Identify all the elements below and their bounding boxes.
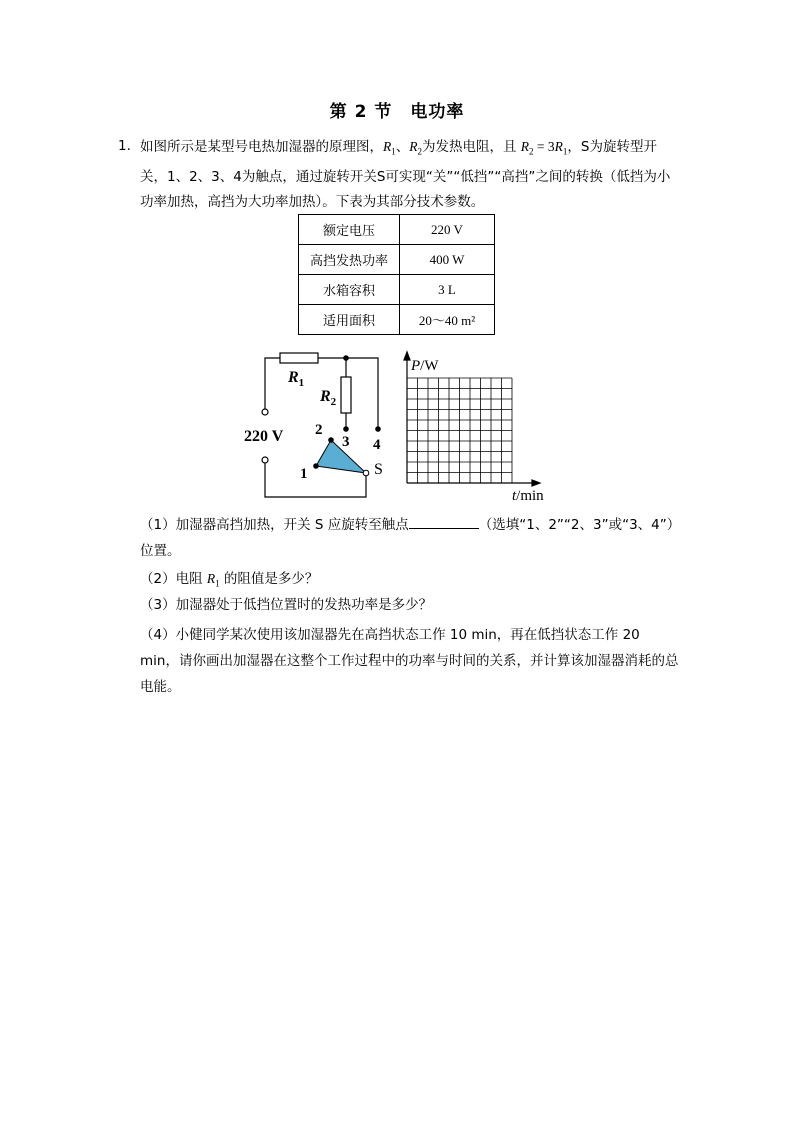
section-number: 第 2 节	[329, 102, 393, 122]
contact-2	[328, 437, 334, 443]
resistor-r2	[341, 377, 351, 413]
separator: 、	[395, 139, 410, 155]
switch-pivot	[363, 470, 369, 476]
r2-label: $R_2$	[320, 388, 337, 408]
parameter-table	[298, 214, 495, 335]
intro-text-1: 如图所示是某型号电热加湿器的原理图，	[140, 139, 383, 155]
contact-4	[375, 426, 381, 432]
table-row	[299, 305, 495, 335]
intro-text-3: ，S为旋转型开关，1、2、3、4为触点，通过旋转开关S可实现“关”“低挡”“高挡”之间的转换（低挡为小功率加热，高挡为大功率加热）。下表为其部分技术参数。	[140, 139, 671, 210]
answer-blank[interactable]	[409, 514, 479, 529]
table-value: 220 V	[400, 215, 495, 245]
table-value: 20～40 m²	[400, 305, 495, 335]
contact-1	[313, 463, 319, 469]
contact-label-4: 4	[373, 437, 381, 453]
contact-label-3: 3	[342, 434, 350, 450]
page-title	[0, 97, 794, 122]
table-key: 水箱容积	[299, 275, 400, 305]
y-axis-arrow	[404, 352, 410, 360]
switch-label: S	[374, 461, 383, 478]
table-key: 适用面积	[299, 305, 400, 335]
y-axis-label: P/W	[411, 358, 439, 374]
circuit-diagram	[236, 345, 396, 505]
eq-mid: = 3	[533, 139, 555, 154]
r1-symbol: $R_1$	[383, 139, 396, 157]
terminal-bottom	[262, 457, 268, 463]
subquestion-4: （4）小健同学某次使用该加湿器先在高挡状态工作 10 min，再在低挡状态工作 20 min，请你画出加湿器在这整个工作过程中的功率与时间的关系，并计算该加湿器消耗的总电能。	[140, 627, 679, 695]
subquestion-1	[140, 512, 680, 564]
x-axis-arrow	[532, 480, 540, 486]
q1-text-a: （1）加湿器高挡加热，开关 S 应旋转至触点	[140, 517, 409, 533]
voltage-label: 220 V	[244, 428, 284, 445]
table-row	[299, 215, 495, 245]
r1-label: $R_1$	[288, 369, 305, 389]
contact-3	[343, 426, 349, 432]
terminal-top	[262, 409, 268, 415]
q2-text-a: （2）电阻	[140, 571, 207, 587]
question-number: 1．	[118, 138, 141, 154]
grid-lines	[407, 378, 512, 483]
resistor-r1	[280, 353, 318, 363]
subquestion-3: （3）加湿器处于低挡位置时的发热功率是多少？	[140, 597, 433, 613]
eq-r1: $R_1$	[554, 139, 568, 157]
question-intro	[140, 134, 677, 215]
eq-r2: $R_2$	[520, 139, 534, 157]
x-axis-label: t/min	[512, 488, 544, 504]
wire-top-left	[265, 358, 280, 412]
q2-text-b: 的阻值是多少？	[219, 571, 319, 587]
table-value: 3 L	[400, 275, 495, 305]
section-topic: 电功率	[410, 102, 465, 122]
power-time-grid	[396, 350, 556, 505]
contact-label-2: 2	[315, 422, 323, 438]
switch-blade	[316, 440, 366, 473]
table-row	[299, 275, 495, 305]
table-key: 高挡发热功率	[299, 245, 400, 275]
table-row	[299, 245, 495, 275]
table-key: 额定电压	[299, 215, 400, 245]
q2-r1-symbol: $R_1$	[206, 571, 220, 589]
node-junction	[343, 355, 349, 361]
r2-symbol: $R_2$	[409, 139, 422, 157]
q1-text-b: （选填“1、2”“2、3”或“3、4”）位置。	[140, 517, 674, 559]
intro-text-2: 为发热电阻，且	[422, 139, 521, 155]
table-value: 400 W	[400, 245, 495, 275]
contact-label-1: 1	[300, 466, 308, 482]
